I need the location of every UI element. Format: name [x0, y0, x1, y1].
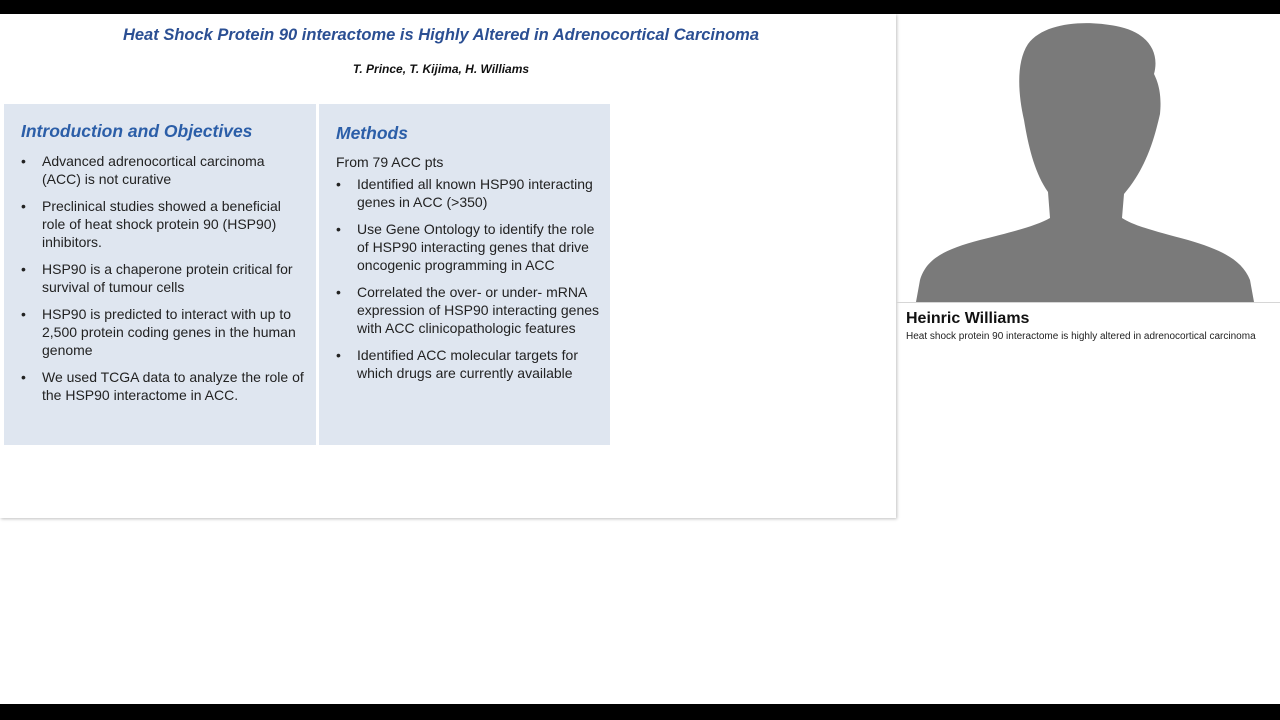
bottom-letterbox-bar: [0, 704, 1280, 720]
presentation-slide: [0, 14, 896, 518]
methods-heading: Methods: [336, 123, 408, 143]
speaker-divider: [896, 302, 1280, 303]
bullet-symbol: •: [21, 306, 26, 322]
slide-authors: T. Prince, T. Kijima, H. Williams: [352, 62, 530, 76]
bullet-symbol: •: [336, 176, 341, 192]
bullet-symbol: •: [21, 153, 26, 169]
bullet-symbol: •: [21, 369, 26, 385]
bullet-text: HSP90 is predicted to interact with up to 2,500 protein coding genes in the human genome: [42, 306, 296, 358]
person-silhouette-icon: [916, 22, 1254, 302]
bullet-symbol: •: [21, 261, 26, 277]
speaker-talk-title: Heat shock protein 90 interactome is highly altered in adrenocortical carcinoma: [906, 331, 1256, 342]
bullet-symbol: •: [336, 284, 341, 300]
methods-bullet-list: [336, 175, 610, 382]
bullet-text: Preclinical studies showed a beneficial role of heat shock protein 90 (HSP90) inhibitors.: [42, 198, 281, 250]
methods-bullet: [336, 175, 602, 211]
bullet-text: Correlated the over- or under- mRNA expression of HSP90 interacting genes with ACC clinicopathologic features: [357, 284, 600, 336]
introduction-bullet: [21, 152, 304, 188]
methods-panel: [319, 104, 610, 445]
introduction-bullet: [21, 260, 304, 296]
methods-intro-line: From 79 ACC pts: [336, 154, 444, 170]
introduction-bullet: [21, 368, 304, 404]
bullet-text: HSP90 is a chaperone protein critical for survival of tumour cells: [42, 261, 293, 295]
introduction-heading: Introduction and Objectives: [21, 121, 253, 141]
bullet-text: Identified all known HSP90 interacting genes in ACC (>350): [357, 176, 593, 210]
bullet-text: Use Gene Ontology to identify the role of HSP90 interacting genes that drive oncogenic programming in ACC: [357, 221, 595, 273]
slide-title: Heat Shock Protein 90 interactome is Highly Altered in Adrenocortical Carcinoma: [122, 26, 760, 44]
bullet-symbol: •: [336, 347, 341, 363]
introduction-bullet: [21, 197, 304, 251]
bullet-text: We used TCGA data to analyze the role of the HSP90 interactome in ACC.: [42, 369, 304, 403]
methods-bullet: [336, 346, 602, 382]
methods-bullet: [336, 220, 602, 274]
methods-bullet: [336, 283, 602, 337]
bullet-text: Identified ACC molecular targets for which drugs are currently available: [357, 347, 578, 381]
bullet-symbol: •: [336, 221, 341, 237]
bullet-text: Advanced adrenocortical carcinoma (ACC) is not curative: [42, 153, 265, 187]
bullet-symbol: •: [21, 198, 26, 214]
top-letterbox-bar: [0, 0, 1280, 14]
speaker-video-panel: [916, 22, 1254, 302]
introduction-bullet-list: [21, 152, 316, 404]
introduction-panel: [4, 104, 316, 445]
speaker-name: Heinric Williams: [906, 310, 1030, 327]
introduction-bullet: [21, 305, 304, 359]
